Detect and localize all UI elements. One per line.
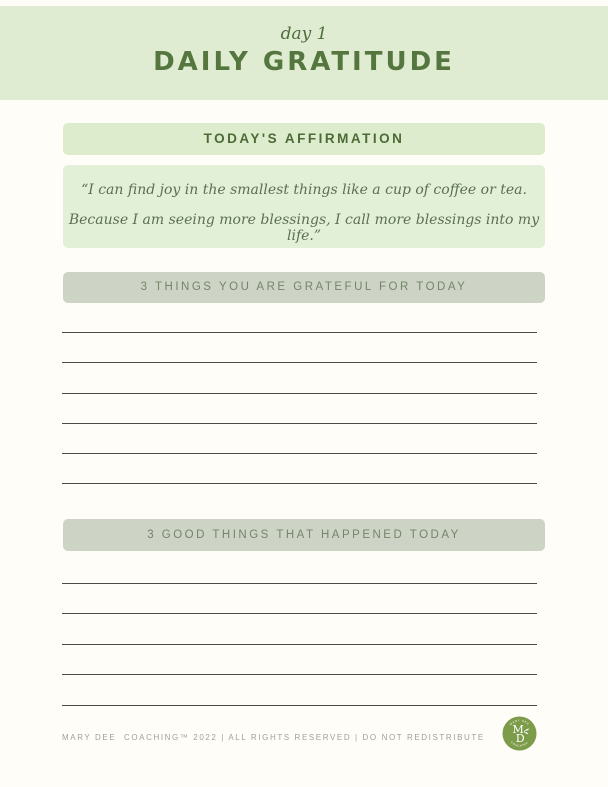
writing-line xyxy=(62,675,537,705)
affirmation-quote-line: Because I am seeing more blessings, I call more blessings into my life.” xyxy=(68,212,540,244)
day-label: day 1 xyxy=(280,24,328,44)
header-banner xyxy=(0,6,608,100)
logo-arc-top-text: MARY DEE xyxy=(509,719,530,727)
good-things-writing-lines xyxy=(62,551,537,706)
logo-monogram-m: M xyxy=(512,723,524,737)
writing-line xyxy=(62,614,537,644)
writing-line xyxy=(62,454,537,484)
writing-line xyxy=(62,303,537,333)
section-heading-good-things xyxy=(63,519,545,551)
writing-line xyxy=(62,584,537,614)
writing-line xyxy=(62,333,537,363)
section-heading-grateful xyxy=(63,272,545,303)
logo-arc-bottom-text: COACHING xyxy=(509,740,530,748)
affirmation-quote-line: “I can find joy in the smallest things like a cup of coffee or tea. xyxy=(81,182,527,198)
mary-dee-logo xyxy=(502,716,537,751)
writing-line xyxy=(62,424,537,454)
page-title: DAILY GRATITUDE xyxy=(153,47,455,77)
section-heading-label: 3 GOOD THINGS THAT HAPPENED TODAY xyxy=(147,529,461,541)
affirmation-quote-box xyxy=(63,165,545,248)
writing-line xyxy=(62,394,537,424)
affirmation-heading-band xyxy=(63,123,545,155)
writing-line xyxy=(62,554,537,584)
section-heading-label: 3 THINGS YOU ARE GRATEFUL FOR TODAY xyxy=(140,281,468,293)
logo-monogram-d: D xyxy=(515,731,525,745)
grateful-writing-lines xyxy=(62,303,537,484)
writing-line xyxy=(62,363,537,393)
affirmation-heading: TODAY'S AFFIRMATION xyxy=(203,131,405,146)
copyright-text: MARY DEE COACHING™ 2022 | ALL RIGHTS RESERVED | DO NOT REDISTRIBUTE xyxy=(62,733,485,742)
writing-line xyxy=(62,645,537,675)
